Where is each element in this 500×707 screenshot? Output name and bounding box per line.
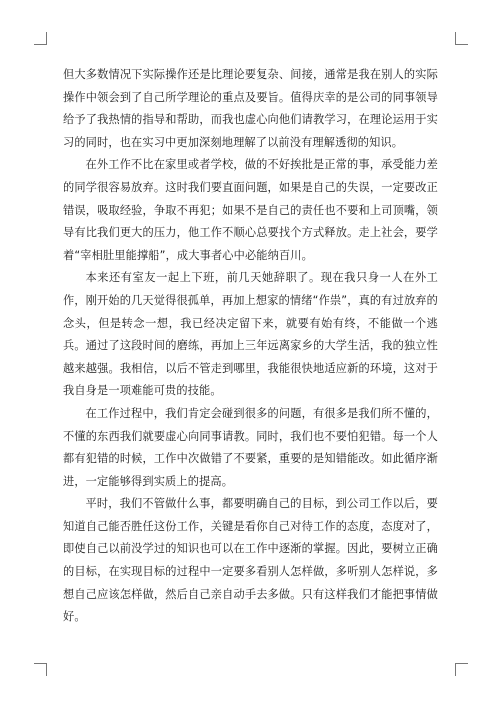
- crop-mark-bottom-left: [34, 663, 47, 676]
- paragraph-1: 但大多数情况下实际操作还是比理论要复杂、间接，通常是我在别人的实际操作中领会到了自己所学理论的重点及要旨。值得庆幸的是公司的同事领导给予了我热情的指导和帮助，而我也虚心向他们请教学习，在理论运用于实习的同时，也在实习中更加深刻地理解了以前没有理解透彻的知识。: [63, 68, 438, 149]
- document-body: [63, 64, 438, 629]
- crop-mark-top-right: [455, 32, 468, 45]
- paragraph-3: 本来还有室友一起上下班，前几天她辞职了。现在我只身一人在外工作，刚开始的几天觉得很孤单，再加上想家的情绪“作祟”，真的有过放弃的念头，但是转念一想，我已经决定留下来，就要有始有终，不能做一个逃兵。通过了这段时间的磨练，再加上三年远离家乡的大学生活，我的独立性越来越强。我相信，以后不管走到哪里，我能很快地适应新的环境，这对于我自身是一项难能可贵的技能。: [63, 271, 438, 398]
- paragraph-4: 在工作过程中，我们肯定会碰到很多的问题，有很多是我们所不懂的，不懂的东西我们就要虚心向同事请教。同时，我们也不要怕犯错。每一个人都有犯错的时候，工作中次做错了不要紧，重要的是知错能改。如此循序渐进，一定能够得到实质上的提高。: [63, 406, 438, 488]
- crop-mark-top-left: [34, 32, 47, 45]
- paragraph-5: 平时，我们不管做什么事，都要明确自己的目标，到公司工作以后，要知道自己能否胜任这份工作，关键是看你自己对待工作的态度，态度对了，即使自己以前没学过的知识也可以在工作中逐渐的掌握。因此，要树立正确的目标，在实现目标的过程中一定要多看别人怎样做，多听别人怎样说，多想自己应该怎样做，然后自己亲自动手去多做。只有这样我们才能把事情做好。: [63, 497, 438, 624]
- paragraph-2: 在外工作不比在家里或者学校，做的不好挨批是正常的事，承受能力差的同学很容易放弃。这时我们要直面问题，如果是自己的失误，一定要改正错误，吸取经验，争取不再犯；如果不是自己的责任也不要和上司顶嘴，领导有比我们更大的压力，他工作不顺心总要找个方式释放。走上社会，要学着“宰相肚里能撑船”，成大事者心中必能纳百川。: [63, 158, 438, 262]
- crop-mark-bottom-right: [455, 663, 468, 676]
